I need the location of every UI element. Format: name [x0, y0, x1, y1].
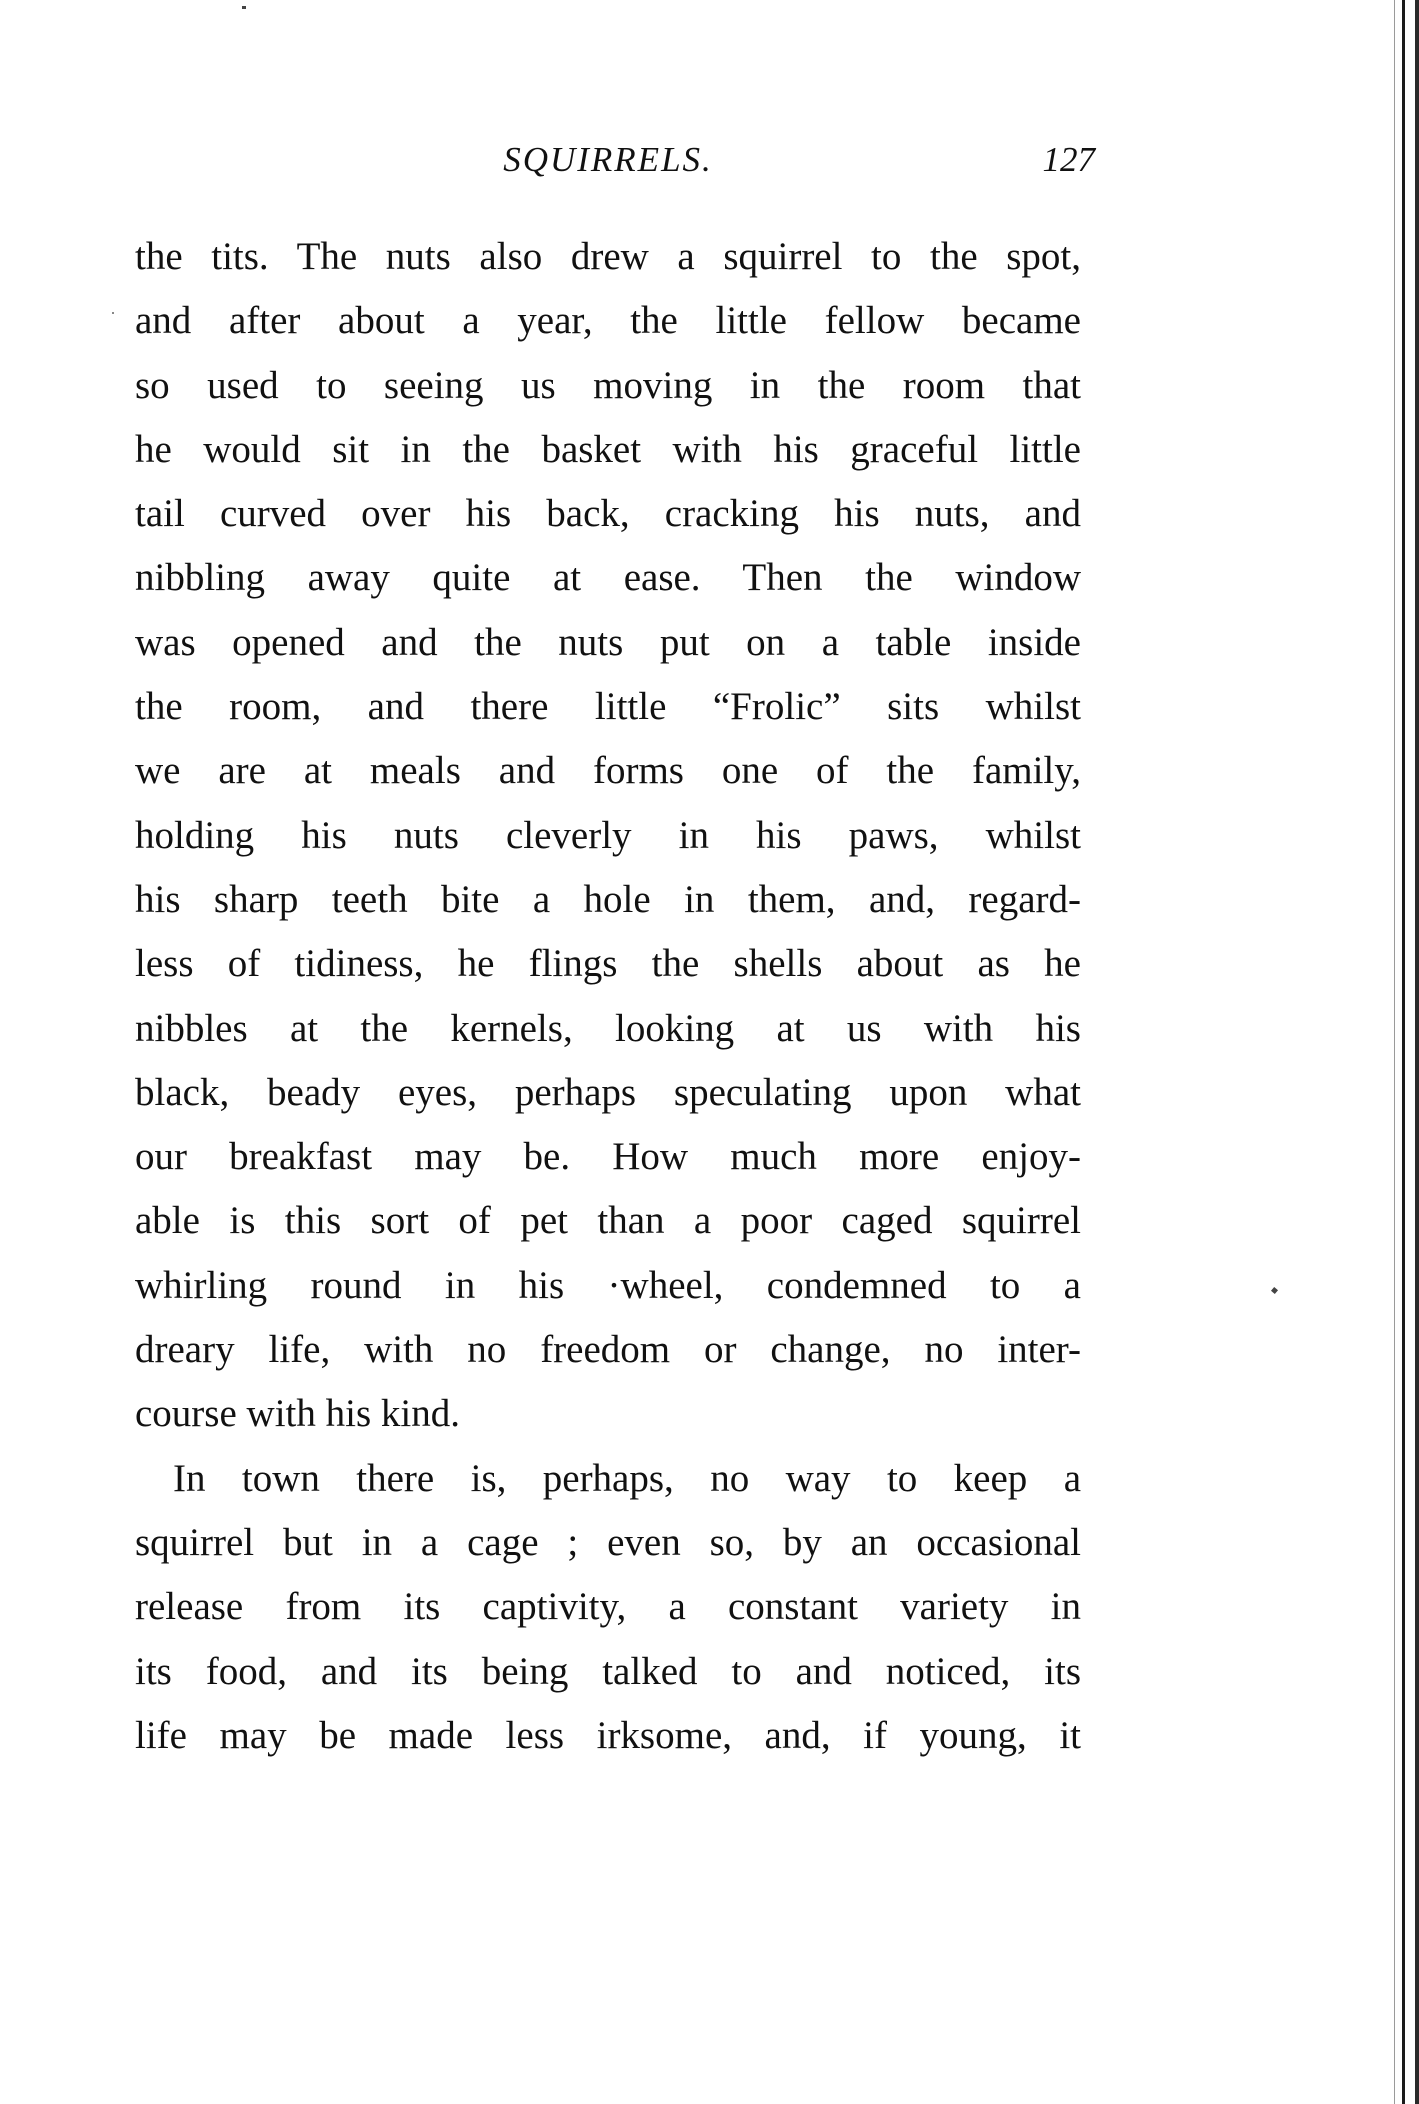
text-line: its food, and its being talked to and noticed, its [135, 1649, 1081, 1693]
page-edge-shadow [1394, 0, 1395, 2104]
text-line: nibbling away quite at ease. Then the window [135, 556, 1081, 600]
text-line: the room, and there little “Frolic” sits whilst [135, 685, 1081, 729]
text-line: squirrel but in a cage ; even so, by an occasional [135, 1520, 1081, 1564]
body-text [135, 225, 1081, 1768]
text-line: was opened and the nuts put on a table inside [135, 620, 1081, 664]
running-title: SQUIRRELS. [503, 140, 713, 179]
text-line: course with his kind. [135, 1392, 460, 1436]
page-edge-line [1402, 0, 1405, 2104]
text-line: our breakfast may be. How much more enjoy- [135, 1135, 1081, 1179]
text-line: tail curved over his back, cracking his nuts, and [135, 492, 1081, 536]
text-line: black, beady eyes, perhaps speculating upon what [135, 1070, 1081, 1114]
text-line: nibbles at the kernels, looking at us with his [135, 1006, 1081, 1050]
ink-speck [112, 312, 114, 314]
text-line: so used to seeing us moving in the room that [135, 363, 1081, 407]
text-line: able is this sort of pet than a poor caged squirrel [135, 1199, 1081, 1243]
page-edge-outer [1415, 0, 1419, 2104]
running-head [135, 140, 1095, 188]
text-line: In town there is, perhaps, no way to keep a [173, 1456, 1081, 1500]
ink-speck [1271, 1287, 1278, 1294]
page-number: 127 [1042, 140, 1095, 179]
text-line: dreary life, with no freedom or change, no inter- [135, 1328, 1081, 1372]
text-line: he would sit in the basket with his graceful little [135, 427, 1081, 471]
text-line: and after about a year, the little fellow became [135, 299, 1081, 343]
text-line: his sharp teeth bite a hole in them, and, regard- [135, 877, 1081, 921]
text-line: the tits. The nuts also drew a squirrel to the spot, [135, 235, 1081, 278]
text-line: holding his nuts cleverly in his paws, whilst [135, 813, 1081, 857]
text-line: we are at meals and forms one of the family, [135, 749, 1081, 793]
text-line: less of tidiness, he flings the shells about as he [135, 942, 1081, 986]
text-line: life may be made less irksome, and, if young, it [135, 1713, 1081, 1757]
ink-speck [242, 6, 246, 9]
text-line: release from its captivity, a constant variety in [135, 1585, 1081, 1629]
text-line: whirling round in his ·wheel, condemned to a [135, 1263, 1081, 1307]
